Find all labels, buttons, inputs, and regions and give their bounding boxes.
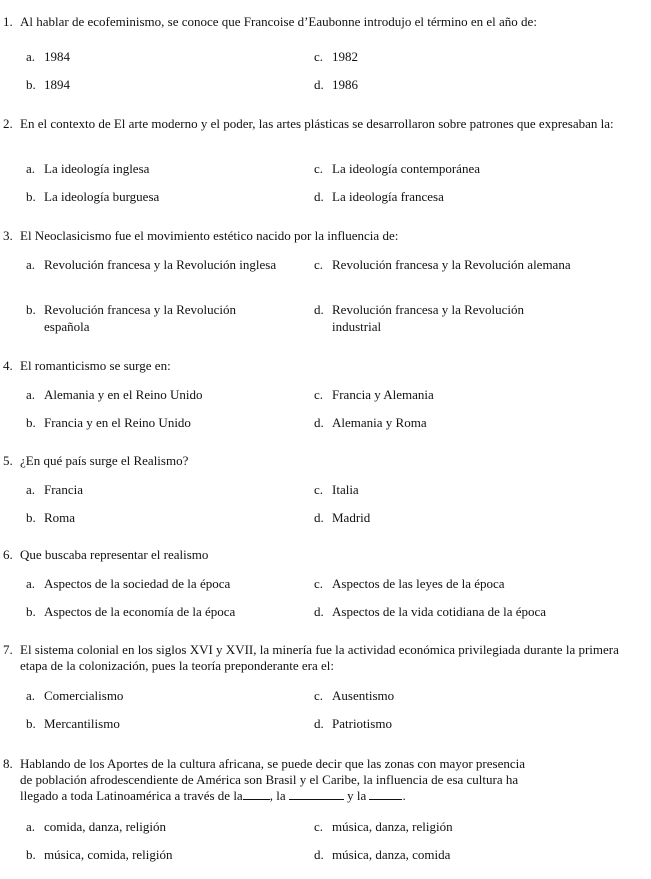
answer-blank[interactable] [243, 788, 270, 800]
fill-segment: , la [269, 788, 286, 803]
option-text: Aspectos de la economía de la época [44, 604, 236, 619]
option-text: Revolución francesa y la Revolución industrial [332, 302, 525, 334]
option-letter: d. [314, 604, 324, 619]
option-text: Roma [44, 510, 76, 525]
question-text: El romanticismo se surge en: [20, 358, 171, 373]
option-letter: a. [26, 387, 36, 402]
question-text: Al hablar de ecofeminismo, se conoce que Francoise d’Eaubonne introdujo el término en el año de: [20, 14, 537, 29]
question-number: 3. [3, 228, 13, 243]
option-text: 1982 [332, 49, 358, 64]
fill-segment: llegado a toda Latinoamérica a través de la [20, 788, 243, 803]
option-text: Francia y Alemania [332, 387, 434, 402]
option-letter: b. [26, 77, 36, 92]
option-letter: d. [314, 77, 324, 92]
option-letter: c. [314, 688, 324, 703]
option-text: Aspectos de la sociedad de la época [44, 576, 231, 591]
option-text: Aspectos de la vida cotidiana de la época [332, 604, 547, 619]
option-letter: c. [314, 387, 324, 402]
option-text: 1984 [44, 49, 70, 64]
option-text: La ideología contemporánea [332, 161, 480, 176]
option-text: La ideología inglesa [44, 161, 150, 176]
option-letter: c. [314, 576, 324, 591]
option-text: Madrid [332, 510, 371, 525]
option-text: Aspectos de las leyes de la época [332, 576, 505, 591]
option-letter: a. [26, 482, 36, 497]
option-letter: c. [314, 161, 324, 176]
option-letter: a. [26, 688, 36, 703]
option-text: Ausentismo [332, 688, 395, 703]
question-line-with-blanks [20, 788, 635, 804]
answer-blank[interactable] [289, 788, 344, 800]
option-text: Comercialismo [44, 688, 124, 703]
question-text: ¿En qué país surge el Realismo? [20, 453, 189, 468]
option-letter: a. [26, 576, 36, 591]
question-text: El sistema colonial en los siglos XVI y XVII, la minería fue la actividad económica privilegiada durante la primera etapa de la colonización, pues la teoría preponderante era el: [20, 642, 619, 673]
option-text: Revolución francesa y la Revolución alemana [332, 257, 571, 272]
option-text: Francia y en el Reino Unido [44, 415, 191, 430]
question-text: Que buscaba representar el realismo [20, 547, 209, 562]
answer-blank[interactable] [369, 788, 402, 800]
option-letter: a. [26, 819, 36, 834]
option-text: Revolución francesa y la Revolución inglesa [44, 257, 277, 272]
option-text: comida, danza, religión [44, 819, 167, 834]
question-text: En el contexto de El arte moderno y el poder, las artes plásticas se desarrollaron sobre patrones que expresaban la: [20, 116, 614, 131]
option-letter: d. [314, 302, 324, 317]
question-line: de población afrodescendiente de América son Brasil y el Caribe, la influencia de esa cultura ha [20, 772, 519, 787]
option-text: 1986 [332, 77, 358, 92]
question-text: El Neoclasicismo fue el movimiento estético nacido por la influencia de: [20, 228, 399, 243]
option-letter: b. [26, 510, 36, 525]
option-text: Francia [44, 482, 83, 497]
option-text: música, comida, religión [44, 847, 173, 862]
option-letter: a. [26, 257, 36, 272]
question-number: 4. [3, 358, 13, 373]
question-number: 7. [3, 642, 13, 657]
question-number: 6. [3, 547, 13, 562]
option-letter: d. [314, 510, 324, 525]
option-letter: d. [314, 847, 324, 862]
question-number: 8. [3, 756, 13, 771]
option-letter: b. [26, 302, 36, 317]
option-text: Alemania y en el Reino Unido [44, 387, 203, 402]
option-text: música, danza, religión [332, 819, 453, 834]
option-letter: b. [26, 604, 36, 619]
question-number: 2. [3, 116, 13, 131]
option-letter: c. [314, 257, 324, 272]
option-text: 1894 [44, 77, 70, 92]
option-text: Patriotismo [332, 716, 392, 731]
fill-segment: y la [347, 788, 367, 803]
question-number: 5. [3, 453, 13, 468]
option-letter: c. [314, 49, 324, 64]
option-letter: c. [314, 819, 324, 834]
option-letter: c. [314, 482, 324, 497]
option-letter: b. [26, 189, 36, 204]
option-text: La ideología burguesa [44, 189, 160, 204]
option-letter: b. [26, 415, 36, 430]
option-letter: b. [26, 716, 36, 731]
question-text [20, 756, 635, 804]
option-letter: a. [26, 49, 36, 64]
option-text: La ideología francesa [332, 189, 444, 204]
question-number: 1. [3, 14, 13, 29]
option-text: Alemania y Roma [332, 415, 427, 430]
question-line: Hablando de los Aportes de la cultura africana, se puede decir que las zonas con mayor presencia [20, 756, 525, 771]
option-letter: d. [314, 716, 324, 731]
option-letter: d. [314, 415, 324, 430]
option-text: Italia [332, 482, 359, 497]
option-letter: d. [314, 189, 324, 204]
option-text: música, danza, comida [332, 847, 451, 862]
option-text: Revolución francesa y la Revolución española [44, 302, 237, 334]
option-text: Mercantilismo [44, 716, 120, 731]
fill-segment: . [402, 788, 406, 803]
option-letter: b. [26, 847, 36, 862]
option-letter: a. [26, 161, 36, 176]
